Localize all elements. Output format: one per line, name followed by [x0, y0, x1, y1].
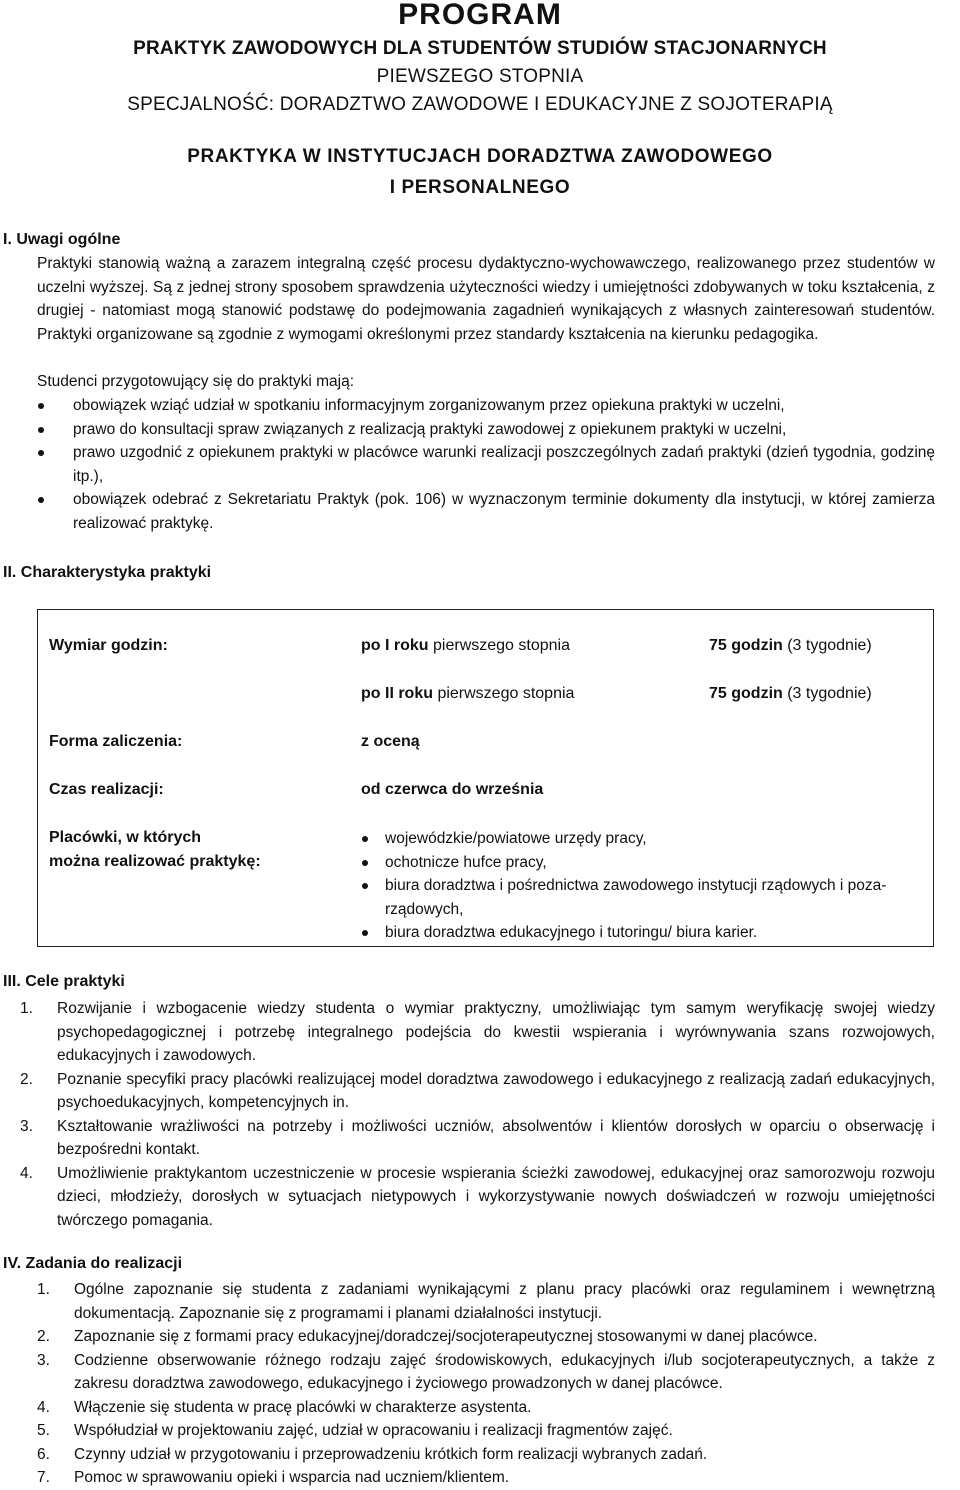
hours-row-2-year: po II roku — [361, 685, 433, 702]
hours-row-1-value — [709, 634, 872, 657]
list-text: Umożliwienie praktykantom uczestniczenie w procesie wspierania ścieżki zawodowej, edukacyjnej oraz samorozwoju rozwoju dzieci, młodzieży, dorosłych w sytuacjach nietypowych i wykorzystywanie nowych doświadczeń w rozwoju umiejętności twórczego pomagania. — [57, 1164, 935, 1229]
hours-row-2-value — [709, 682, 872, 705]
list-item — [20, 1162, 935, 1233]
hours-row-2-weeks: (3 tygodnie) — [782, 685, 872, 702]
list-text: Zapoznanie się z formami pracy edukacyjnej/doradczej/socjoterapeutycznej stosowanymi w danej placówce. — [74, 1328, 818, 1345]
header-line-2: PIEWSZEGO STOPNIA — [376, 66, 584, 87]
list-item: biura doradztwa i pośrednictwa zawodowego instytucji rządowych i poza-rządowych, — [361, 874, 931, 921]
list-text: Pomoc w sprawowaniu opieki i wsparcia nad uczniem/klientem. — [74, 1469, 510, 1486]
document-title: PROGRAM — [398, 0, 562, 31]
assessment-label: Forma zaliczenia: — [49, 733, 183, 750]
hours-row-1 — [361, 634, 570, 657]
period-label: Czas realizacji: — [49, 781, 164, 798]
list-item: obowiązek odebrać z Sekretariatu Praktyk (pok. 106) w wyznaczonym terminie dokumenty dla instytucji, w której zamierza realizować praktykę. — [37, 488, 935, 535]
list-number: 4. — [20, 1164, 33, 1182]
list-text: Włączenie się studenta w pracę placówki w charakterze asystenta. — [74, 1398, 532, 1416]
list-number: 2. — [37, 1328, 50, 1345]
list-text: Rozwijanie i wzbogacenie wiedzy studenta o wymiar praktyczny, umożliwiając tym samym weryfikację swojej wiedzy psychopedagogicznej i potrzebę integralnego podejścia do kwestii wspierania i wyrównywania szans rozwojowych, edukacyjnych i zawodowych. — [57, 1000, 935, 1064]
list-item — [20, 1068, 935, 1115]
list-number: 2. — [20, 1070, 33, 1088]
section-1-paragraph: Praktyki stanowią ważną a zarazem integralną część procesu dydaktyczno-wychowawczego, realizowanego przez studentów w uczelni wyższej. Są z jednej strony sposobem sprawdzenia użyteczności wiedzy i umiejętności zdobywanych w toku kształcenia, z drugiej - natomiast mogą stanowić podstawę do podejmowania zagadnień wynikających z własnych zainteresowań studentów. Praktyki organizowane są zgodnie z wymogami określonymi przez standardy kształcenia na kierunku pedagogika. — [37, 255, 935, 343]
list-item — [37, 1396, 935, 1420]
header-line-3: SPECJALNOŚĆ: DORADZTWO ZAWODOWE I EDUKACYJNE Z SOJOTERAPIĄ — [127, 94, 833, 115]
list-text: Ogólne zapoznanie się studenta z zadaniami wynikającymi z planu pracy placówki oraz regulaminem i wewnętrzną dokumentacją. Zapoznanie się z programami i planami działalności instytucji. — [74, 1281, 935, 1322]
hours-row-1-hours: 75 godzin — [709, 637, 783, 654]
list-number: 3. — [20, 1117, 33, 1135]
section-1-intro: Studenci przygotowujący się do praktyki mają: — [37, 373, 355, 390]
list-item: ochotnicze hufce pracy, — [361, 851, 931, 875]
tasks-list — [37, 1278, 935, 1490]
section-3-heading: III. Cele praktyki — [3, 973, 125, 990]
list-number: 4. — [37, 1398, 50, 1416]
list-text: Kształtowanie wrażliwości na potrzeby i możliwości uczniów, absolwentów i klientów dorosłych w oparciu o obserwację i bezpośredni kontakt. — [57, 1117, 935, 1158]
list-item: obowiązek wziąć udział w spotkaniu informacyjnym zorganizowanym przez opiekuna praktyki w uczelni, — [37, 394, 935, 418]
hours-label: Wymiar godzin: — [49, 637, 168, 654]
institutions-label-line-1: Placówki, w których — [49, 829, 202, 846]
list-number: 5. — [37, 1422, 50, 1439]
list-item — [37, 1349, 935, 1396]
list-number: 1. — [20, 1000, 33, 1017]
list-number: 7. — [37, 1469, 50, 1486]
hours-row-2 — [361, 682, 574, 705]
list-item: prawo do konsultacji spraw związanych z realizacją praktyki zawodowej z opiekunem praktyki w uczelni, — [37, 418, 935, 442]
hours-row-1-weeks: (3 tygodnie) — [782, 637, 872, 654]
list-number: 1. — [37, 1281, 50, 1298]
institutions-list — [361, 827, 931, 945]
list-number: 6. — [37, 1445, 50, 1463]
hours-row-1-level: pierwszego stopnia — [428, 637, 570, 654]
list-item: prawo uzgodnić z opiekunem praktyki w placówce warunki realizacji poszczególnych zadań praktyki (dzień tygodnia, godzinę itp.), — [37, 441, 935, 488]
list-text: Codzienne obserwowanie różnego rodzaju zajęć środowiskowych, edukacyjnych i/lub socjoterapeutycznych, a także z zakresu doradztwa zawodowego, edukacyjnego i życiowego prowadzonych w danej placówce. — [74, 1351, 935, 1392]
section-1-heading: I. Uwagi ogólne — [3, 231, 121, 248]
hours-row-1-year: po I roku — [361, 637, 429, 654]
section-4-heading: IV. Zadania do realizacji — [3, 1255, 183, 1272]
header-line-1: PRAKTYK ZAWODOWYCH DLA STUDENTÓW STUDIÓW STACJONARNYCH — [133, 38, 827, 59]
hours-row-2-hours: 75 godzin — [709, 685, 783, 702]
section-1-bullet-list — [37, 394, 935, 535]
list-item — [37, 1443, 935, 1467]
list-item: biura doradztwa edukacyjnego i tutoringu/ biura karier. — [361, 921, 931, 945]
list-item: wojewódzkie/powiatowe urzędy pracy, — [361, 827, 931, 851]
header-line-4: PRAKTYKA W INSTYTUCJACH DORADZTWA ZAWODOWEGO — [187, 146, 773, 167]
goals-list — [20, 997, 935, 1232]
hours-row-2-level: pierwszego stopnia — [433, 685, 575, 702]
list-item — [37, 1278, 935, 1325]
list-text: Czynny udział w przygotowaniu i przeprowadzeniu krótkich form realizacji wybranych zadań. — [74, 1445, 708, 1463]
list-text: Poznanie specyfiki pracy placówki realizującej model doradztwa zawodowego i edukacyjnego z realizacją zadań edukacyjnych, psychoedukacyjnych, kompetencyjnych in. — [57, 1070, 935, 1111]
assessment-value: z oceną — [361, 733, 420, 750]
list-number: 3. — [37, 1351, 50, 1369]
section-2-heading: II. Charakterystyka praktyki — [3, 564, 212, 581]
list-text: Współudział w projektowaniu zajęć, udział w opracowaniu i realizacji fragmentów zajęć. — [74, 1422, 673, 1439]
list-item — [37, 1419, 935, 1443]
list-item — [20, 1115, 935, 1162]
list-item — [20, 997, 935, 1068]
period-value: od czerwca do września — [361, 781, 544, 798]
list-item — [37, 1325, 935, 1349]
header-line-5: I PERSONALNEGO — [389, 177, 571, 198]
institutions-label-line-2: można realizować praktykę: — [49, 853, 261, 870]
list-item — [37, 1466, 935, 1490]
